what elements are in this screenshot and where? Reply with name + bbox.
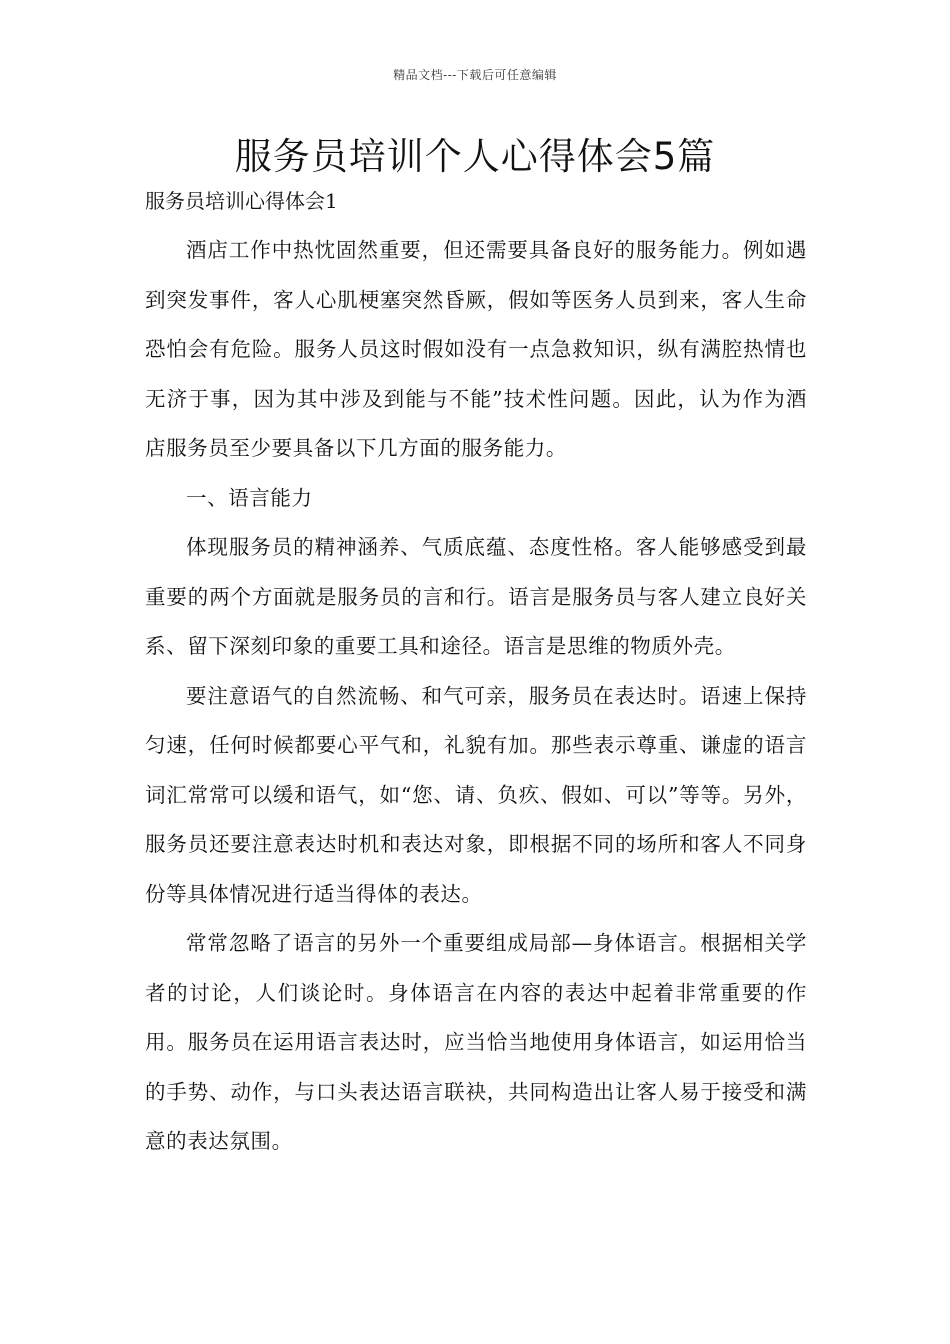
paragraph: 体现服务员的精神涵养、气质底蕴、态度性格。客人能够感受到最重要的两个方面就是服务员的言和行。语言是服务员与客人建立良好关系、留下深刻印象的重要工具和途径。语言是思维的物质外壳。	[145, 535, 807, 658]
section-subtitle: 服务员培训心得体会1	[145, 189, 338, 213]
paragraph: 要注意语气的自然流畅、和气可亲，服务员在表达时。语速上保持匀速，任何时候都要心平气和，礼貌有加。那些表示尊重、谦虚的语言词汇常常可以缓和语气，如“您、请、负疚、假如、可以”等等。另外，服务员还要注意表达时机和表达对象，即根据不同的场所和客人不同身份等具体情况进行适当得体的表达。	[145, 683, 807, 906]
header-note: 精品文档---下载后可任意编辑	[393, 68, 557, 82]
paragraph: 常常忽略了语言的另外一个重要组成局部—身体语言。根据相关学者的讨论，人们谈论时。身体语言在内容的表达中起着非常重要的作用。服务员在运用语言表达时，应当恰当地使用身体语言，如运用恰当的手势、动作，与口头表达语言联袂，共同构造出让客人易于接受和满意的表达氛围。	[145, 931, 807, 1153]
section-heading: 一、语言能力	[186, 485, 313, 510]
paragraph: 酒店工作中热忱固然重要，但还需要具备良好的服务能力。例如遇到突发事件，客人心肌梗塞突然昏厥，假如等医务人员到来，客人生命恐怕会有危险。服务人员这时假如没有一点急救知识，纵有满腔热情也无济于事，因为其中涉及到能与不能”技术性问题。因此，认为作为酒店服务员至少要具备以下几方面的服务能力。	[145, 238, 807, 460]
document-body	[145, 226, 807, 1167]
document-title: 服务员培训个人心得体会5篇	[234, 135, 716, 178]
